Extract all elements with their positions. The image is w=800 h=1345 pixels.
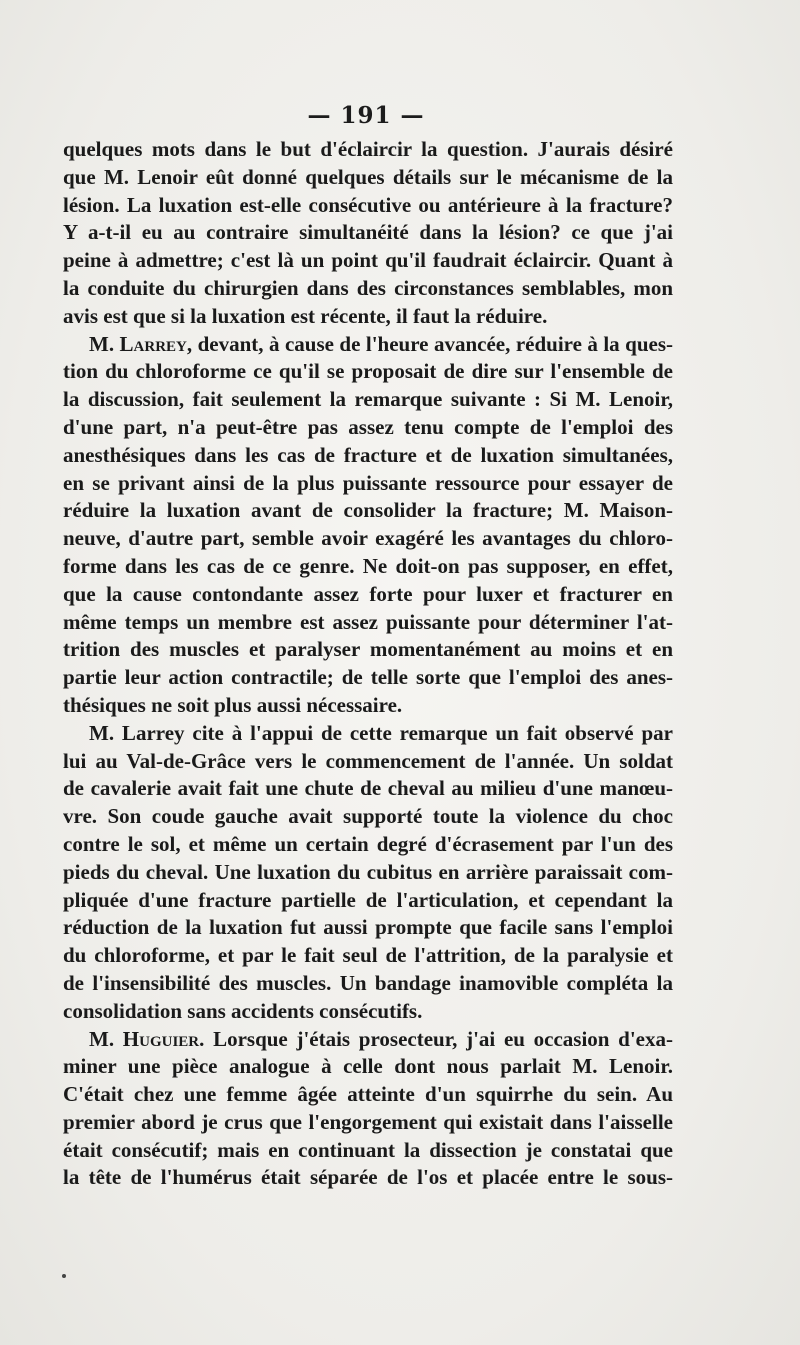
text-line: tion du chloroforme ce qu'il se proposait de dire sur l'ensemble de [63, 359, 673, 384]
text-line: contre le sol, et même un certain degré d'écrasement par l'un des [63, 831, 673, 856]
page-number: — 191 — [307, 102, 425, 129]
text-fragment: , devant, à cause de l'heure avancée, réduire à la ques- [186, 331, 673, 356]
text-line: que la cause contondante assez forte pour luxer et fracturer en [63, 581, 673, 606]
text-line: Y a-t-il eu au contraire simultanéité dans la lésion? ce que j'ai [63, 220, 673, 245]
text-line: réduire la luxation avant de consolider la fracture; M. Maison- [63, 498, 673, 523]
text-line: de l'insensibilité des muscles. Un bandage inamovible compléta la [63, 970, 673, 995]
text-line: en se privant ainsi de la plus puissante ressource pour essayer de [63, 470, 673, 495]
text-line: la tête de l'humérus était séparée de l'os et placée entre le sous- [63, 1165, 673, 1190]
text-line: peine à admettre; c'est là un point qu'il faudrait éclaircir. Quant à [63, 248, 673, 273]
text-line: consolidation sans accidents consécutifs. [63, 998, 423, 1023]
text-line [63, 1026, 673, 1054]
text-line: neuve, d'autre part, semble avoir exagéré les avantages du chloro- [63, 526, 673, 551]
text-line: lui au Val-de-Grâce vers le commencement de l'année. Un soldat [63, 748, 673, 773]
speaker-name: M. Larrey [89, 331, 187, 356]
text-line: lésion. La luxation est-elle consécutive ou antérieure à la fracture? [63, 192, 673, 217]
paragraph-4 [63, 1026, 673, 1193]
paragraph-3 [63, 720, 673, 1026]
text-line: d'une part, n'a peut-être pas assez tenu compte de l'emploi des [63, 414, 673, 439]
text-line: était consécutif; mais en continuant la dissection je constatai que [63, 1137, 673, 1162]
text-line: que M. Lenoir eût donné quelques détails sur le mécanisme de la [63, 164, 673, 189]
body-text [63, 136, 673, 1192]
text-line: quelques mots dans le but d'éclaircir la question. J'aurais désiré [63, 137, 673, 161]
text-line [63, 331, 673, 359]
text-line: vre. Son coude gauche avait supporté toute la violence du choc [63, 804, 673, 829]
text-line: trition des muscles et paralyser momentanément au moins et en [63, 637, 673, 662]
paper-speck [62, 1274, 66, 1278]
text-line: pieds du cheval. Une luxation du cubitus en arrière paraissait com- [63, 859, 673, 884]
text-line: miner une pièce analogue à celle dont nous parlait M. Lenoir. [63, 1054, 673, 1079]
text-line: partie leur action contractile; de telle sorte que l'emploi des anes- [63, 665, 673, 690]
text-line: même temps un membre est assez puissante pour déterminer l'at- [63, 609, 673, 634]
text-line: de cavalerie avait fait une chute de cheval au milieu d'une manœu- [63, 776, 673, 801]
text-fragment: . Lorsque j'étais prosecteur, j'ai eu occasion d'exa- [199, 1026, 673, 1051]
text-line: la conduite du chirurgien dans des circonstances semblables, mon [63, 275, 673, 300]
text-line: thésiques ne soit plus aussi nécessaire. [63, 692, 403, 717]
text-line: anesthésiques dans les cas de fracture et de luxation simultanées, [63, 442, 673, 467]
text-line: avis est que si la luxation est récente, il faut la réduire. [63, 303, 548, 328]
paragraph-2 [63, 331, 673, 720]
text-line: M. Larrey cite à l'appui de cette remarque un fait observé par [89, 720, 673, 745]
text-line: la discussion, fait seulement la remarque suivante : Si M. Lenoir, [63, 387, 673, 412]
text-line: premier abord je crus que l'engorgement qui existait dans l'aisselle [63, 1109, 673, 1134]
speaker-name: M. Huguier [89, 1026, 200, 1051]
text-line: pliquée d'une fracture partielle de l'articulation, et cependant la [63, 887, 673, 912]
text-line: C'était chez une femme âgée atteinte d'un squirrhe du sein. Au [63, 1082, 673, 1107]
paragraph-1 [63, 136, 673, 331]
text-line: du chloroforme, et par le fait seul de l'attrition, de la paralysie et [63, 943, 673, 968]
text-line: forme dans les cas de ce genre. Ne doit-on pas supposer, en effet, [63, 553, 673, 578]
text-line: réduction de la luxation fut aussi prompte que facile sans l'emploi [63, 915, 673, 940]
